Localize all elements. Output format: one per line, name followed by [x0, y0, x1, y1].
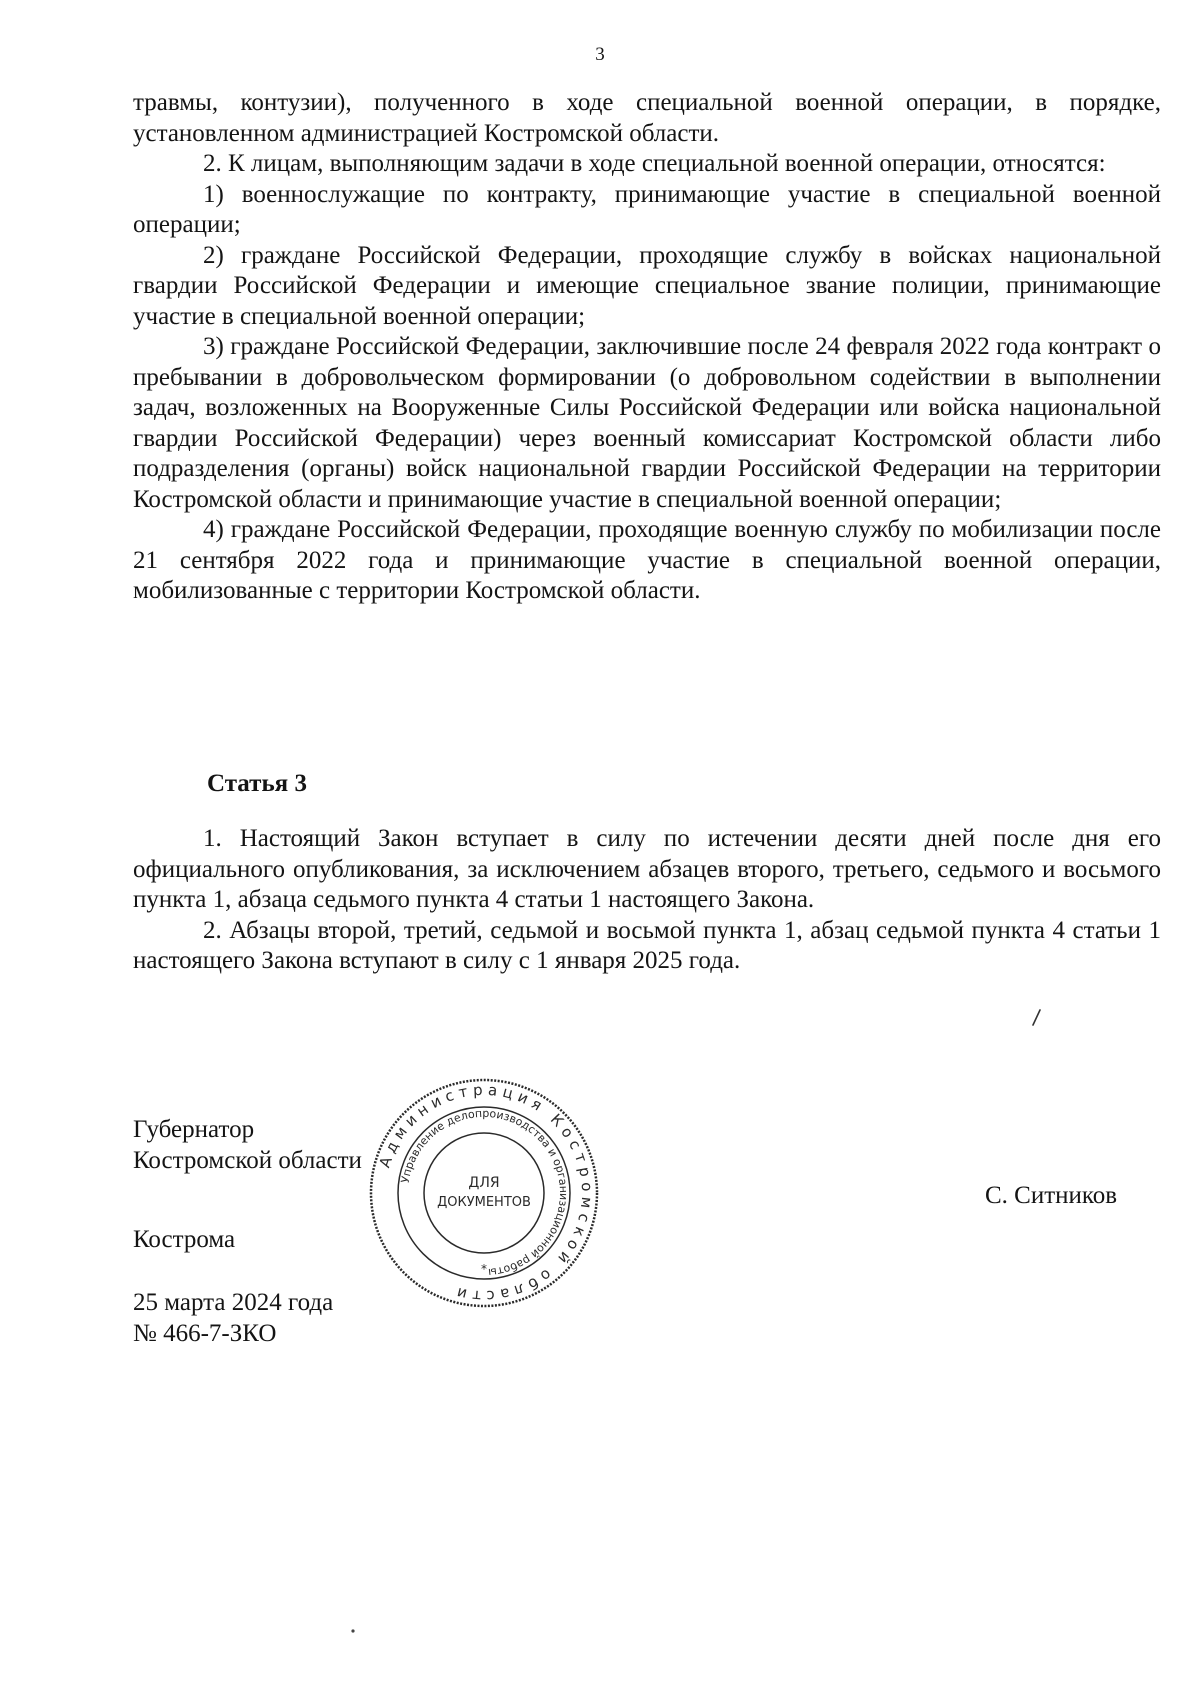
official-seal	[368, 1077, 600, 1309]
paragraph: 2. Абзацы второй, третий, седьмой и восьмой пункта 1, абзац седьмой пункта 4 статьи 1 настоящего Закона вступают в силу с 1 января 2025 года.	[133, 916, 1161, 974]
seal-outer-text: Администрация Костромской области	[375, 1080, 597, 1306]
article-3-text	[133, 824, 1161, 977]
paragraph: 3) граждане Российской Федерации, заключившие после 24 февраля 2022 года контракт о пребывании в добровольческом формировании (о добровольном содействии в выполнении задач, возложенных на Вооруженные Силы Российской Федерации или войска национальной гвардии Российской Федерации) через военный комиссариат Костромской области либо подразделения (органы) войск национальной гвардии Российской Федерации на территории Костромской области и принимающие участие в специальной военной операции;	[133, 333, 1161, 513]
signature-position-line2: Костромской области	[133, 1147, 362, 1174]
signature-position	[133, 1114, 362, 1176]
signatory-name: С. Ситников	[985, 1182, 1118, 1209]
seal-star-icon: *	[481, 1262, 487, 1276]
signing-city: Кострома	[133, 1226, 236, 1253]
page-number: 3	[595, 44, 605, 65]
scan-dot-mark	[350, 1628, 356, 1634]
paragraph: 2. К лицам, выполняющим задачи в ходе специальной военной операции, относятся:	[203, 150, 1106, 177]
article-heading: Статья 3	[207, 770, 307, 797]
signature-position-line1: Губернатор	[133, 1116, 255, 1143]
paragraph: 1. Настоящий Закон вступает в силу по истечении десяти дней после дня его официального опубликования, за исключением абзацев второго, третьего, седьмого и восьмого пункта 1, абзаца седьмого пункта 4 статьи 1 настоящего Закона.	[133, 825, 1161, 913]
law-body-text	[133, 88, 1161, 607]
seal-inner-ring	[424, 1133, 544, 1253]
seal-inner-text: Управление делопроизводства и организационной работы	[398, 1106, 571, 1279]
paragraph: травмы, контузии), полученного в ходе специальной военной операции, в порядке, установленном администрацией Костромской области.	[133, 89, 1161, 147]
paragraph: 2) граждане Российской Федерации, проходящие службу в войсках национальной гвардии Российской Федерации и имеющие специальное звание полиции, принимающие участие в специальной военной операции;	[133, 241, 1161, 330]
seal-center-line2: ДОКУМЕНТОВ	[437, 1195, 531, 1210]
pen-stroke-mark	[1028, 1008, 1044, 1028]
paragraph: 1) военнослужащие по контракту, принимающие участие в специальной военной операции;	[133, 180, 1161, 238]
paragraph: 4) граждане Российской Федерации, проходящие военную службу по мобилизации после 21 сентября 2022 года и принимающие участие в специальной военной операции, мобилизованные с территории Костромской области.	[133, 516, 1161, 604]
signing-details	[133, 1287, 333, 1349]
signing-date: 25 марта 2024 года	[133, 1289, 334, 1316]
law-number: № 466-7-ЗКО	[133, 1320, 277, 1347]
seal-center-line1: ДЛЯ	[468, 1175, 500, 1191]
